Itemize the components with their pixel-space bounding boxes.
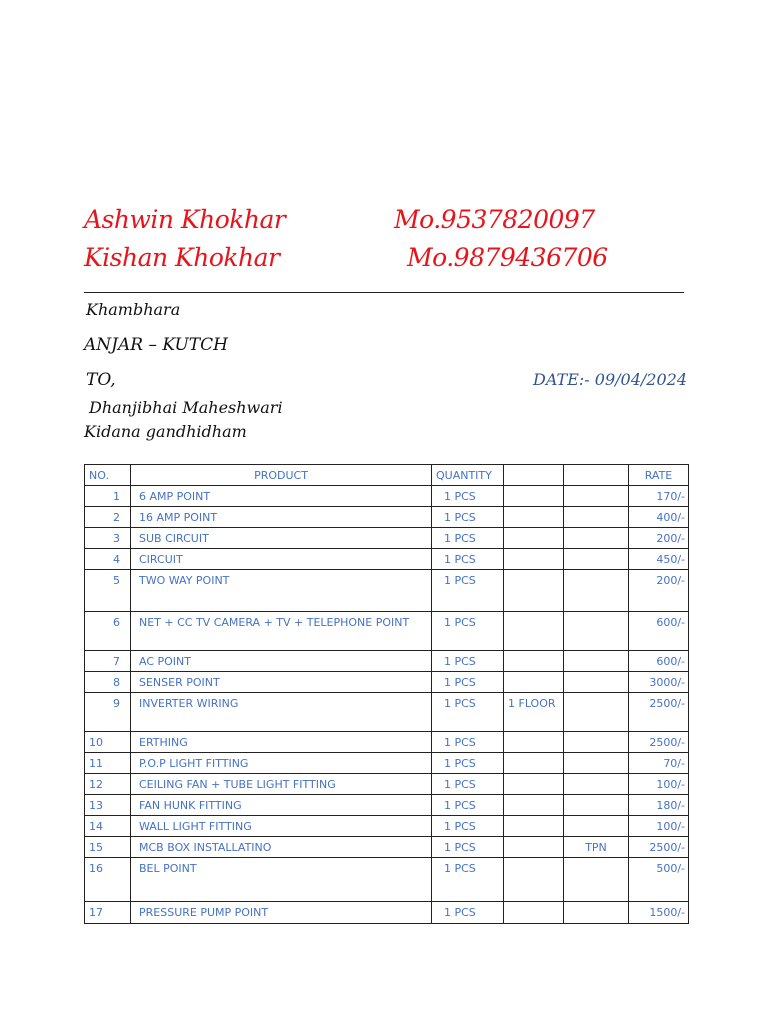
row-quantity: 1 PCS — [432, 672, 504, 693]
row-quantity: 1 PCS — [432, 507, 504, 528]
row-extra — [504, 774, 564, 795]
row-rate: 3000/- — [629, 672, 689, 693]
row-product: 6 AMP POINT — [131, 486, 432, 507]
row-extra — [504, 507, 564, 528]
contact-mobile-1: Mo.9537820097 — [394, 205, 595, 234]
row-unit — [564, 570, 629, 612]
table-row — [85, 528, 689, 549]
row-quantity: 1 PCS — [432, 693, 504, 732]
table-header-row — [85, 465, 689, 486]
row-unit — [564, 774, 629, 795]
row-extra — [504, 549, 564, 570]
row-unit — [564, 612, 629, 651]
row-rate: 400/- — [629, 507, 689, 528]
table-row — [85, 612, 689, 651]
row-extra — [504, 612, 564, 651]
contact-name-1: Ashwin Khokhar — [84, 205, 286, 234]
header-rate: RATE — [629, 465, 689, 486]
row-rate: 2500/- — [629, 732, 689, 753]
row-no: 10 — [85, 732, 131, 753]
table-row — [85, 693, 689, 732]
table-row — [85, 672, 689, 693]
row-no: 12 — [85, 774, 131, 795]
row-extra — [504, 672, 564, 693]
row-extra — [504, 753, 564, 774]
row-no: 16 — [85, 858, 131, 902]
row-unit — [564, 693, 629, 732]
row-product: INVERTER WIRING — [131, 693, 432, 732]
header-no: NO. — [85, 465, 131, 486]
row-rate: 200/- — [629, 528, 689, 549]
row-quantity: 1 PCS — [432, 795, 504, 816]
row-quantity: 1 PCS — [432, 774, 504, 795]
row-quantity: 1 PCS — [432, 816, 504, 837]
row-extra — [504, 570, 564, 612]
row-product: P.O.P LIGHT FITTING — [131, 753, 432, 774]
row-no: 15 — [85, 837, 131, 858]
row-extra — [504, 816, 564, 837]
to-label: TO, — [86, 370, 116, 390]
row-unit: TPN — [564, 837, 629, 858]
row-no: 6 — [85, 612, 131, 651]
row-quantity: 1 PCS — [432, 549, 504, 570]
table-row — [85, 753, 689, 774]
table-row — [85, 816, 689, 837]
row-rate: 2500/- — [629, 837, 689, 858]
row-extra — [504, 902, 564, 924]
row-extra — [504, 795, 564, 816]
row-unit — [564, 858, 629, 902]
row-unit — [564, 486, 629, 507]
table-row — [85, 486, 689, 507]
row-no: 4 — [85, 549, 131, 570]
row-product: CIRCUIT — [131, 549, 432, 570]
row-quantity: 1 PCS — [432, 837, 504, 858]
row-product: FAN HUNK FITTING — [131, 795, 432, 816]
row-unit — [564, 651, 629, 672]
row-unit — [564, 753, 629, 774]
row-product: NET + CC TV CAMERA + TV + TELEPHONE POINT — [131, 612, 432, 651]
row-no: 8 — [85, 672, 131, 693]
row-unit — [564, 549, 629, 570]
bill-date: DATE:- 09/04/2024 — [533, 370, 687, 389]
header-divider — [84, 292, 684, 293]
table-row — [85, 507, 689, 528]
row-rate: 180/- — [629, 795, 689, 816]
recipient-place: Kidana gandhidham — [84, 422, 247, 441]
row-rate: 170/- — [629, 486, 689, 507]
table-row — [85, 858, 689, 902]
row-rate: 600/- — [629, 612, 689, 651]
row-product: CEILING FAN + TUBE LIGHT FITTING — [131, 774, 432, 795]
address-line-1: Khambhara — [86, 300, 181, 319]
bill-table — [84, 464, 689, 924]
table-row — [85, 570, 689, 612]
row-extra — [504, 858, 564, 902]
row-extra: 1 FLOOR — [504, 693, 564, 732]
row-unit — [564, 672, 629, 693]
row-rate: 500/- — [629, 858, 689, 902]
row-quantity: 1 PCS — [432, 486, 504, 507]
table-row — [85, 732, 689, 753]
header-col5 — [564, 465, 629, 486]
row-quantity: 1 PCS — [432, 858, 504, 902]
row-unit — [564, 507, 629, 528]
table-row — [85, 774, 689, 795]
row-no: 3 — [85, 528, 131, 549]
row-rate: 1500/- — [629, 902, 689, 924]
row-quantity: 1 PCS — [432, 732, 504, 753]
header-col4 — [504, 465, 564, 486]
row-unit — [564, 528, 629, 549]
row-product: AC POINT — [131, 651, 432, 672]
row-rate: 600/- — [629, 651, 689, 672]
row-no: 7 — [85, 651, 131, 672]
row-rate: 450/- — [629, 549, 689, 570]
row-extra — [504, 651, 564, 672]
row-quantity: 1 PCS — [432, 612, 504, 651]
row-rate: 100/- — [629, 774, 689, 795]
contact-name-2: Kishan Khokhar — [84, 243, 280, 272]
row-no: 9 — [85, 693, 131, 732]
row-rate: 200/- — [629, 570, 689, 612]
header-product: PRODUCT — [131, 465, 432, 486]
address-line-2: ANJAR – KUTCH — [84, 335, 228, 355]
row-product: TWO WAY POINT — [131, 570, 432, 612]
row-extra — [504, 732, 564, 753]
row-no: 17 — [85, 902, 131, 924]
recipient-name: Dhanjibhai Maheshwari — [89, 398, 283, 417]
row-extra — [504, 837, 564, 858]
table-row — [85, 795, 689, 816]
row-quantity: 1 PCS — [432, 651, 504, 672]
row-no: 14 — [85, 816, 131, 837]
row-quantity: 1 PCS — [432, 570, 504, 612]
row-product: SENSER POINT — [131, 672, 432, 693]
row-unit — [564, 816, 629, 837]
row-product: BEL POINT — [131, 858, 432, 902]
table-row — [85, 651, 689, 672]
row-product: ERTHING — [131, 732, 432, 753]
row-rate: 70/- — [629, 753, 689, 774]
row-product: WALL LIGHT FITTING — [131, 816, 432, 837]
row-product: 16 AMP POINT — [131, 507, 432, 528]
row-extra — [504, 528, 564, 549]
row-product: SUB CIRCUIT — [131, 528, 432, 549]
table-row — [85, 902, 689, 924]
row-quantity: 1 PCS — [432, 902, 504, 924]
row-no: 2 — [85, 507, 131, 528]
row-no: 5 — [85, 570, 131, 612]
row-quantity: 1 PCS — [432, 753, 504, 774]
row-unit — [564, 732, 629, 753]
row-rate: 2500/- — [629, 693, 689, 732]
row-product: PRESSURE PUMP POINT — [131, 902, 432, 924]
contact-mobile-2: Mo.9879436706 — [407, 243, 608, 272]
table-row — [85, 549, 689, 570]
row-product: MCB BOX INSTALLATINO — [131, 837, 432, 858]
row-quantity: 1 PCS — [432, 528, 504, 549]
row-no: 13 — [85, 795, 131, 816]
row-unit — [564, 902, 629, 924]
table-row — [85, 837, 689, 858]
row-rate: 100/- — [629, 816, 689, 837]
row-unit — [564, 795, 629, 816]
row-extra — [504, 486, 564, 507]
row-no: 11 — [85, 753, 131, 774]
row-no: 1 — [85, 486, 131, 507]
header-quantity: QUANTITY — [432, 465, 504, 486]
